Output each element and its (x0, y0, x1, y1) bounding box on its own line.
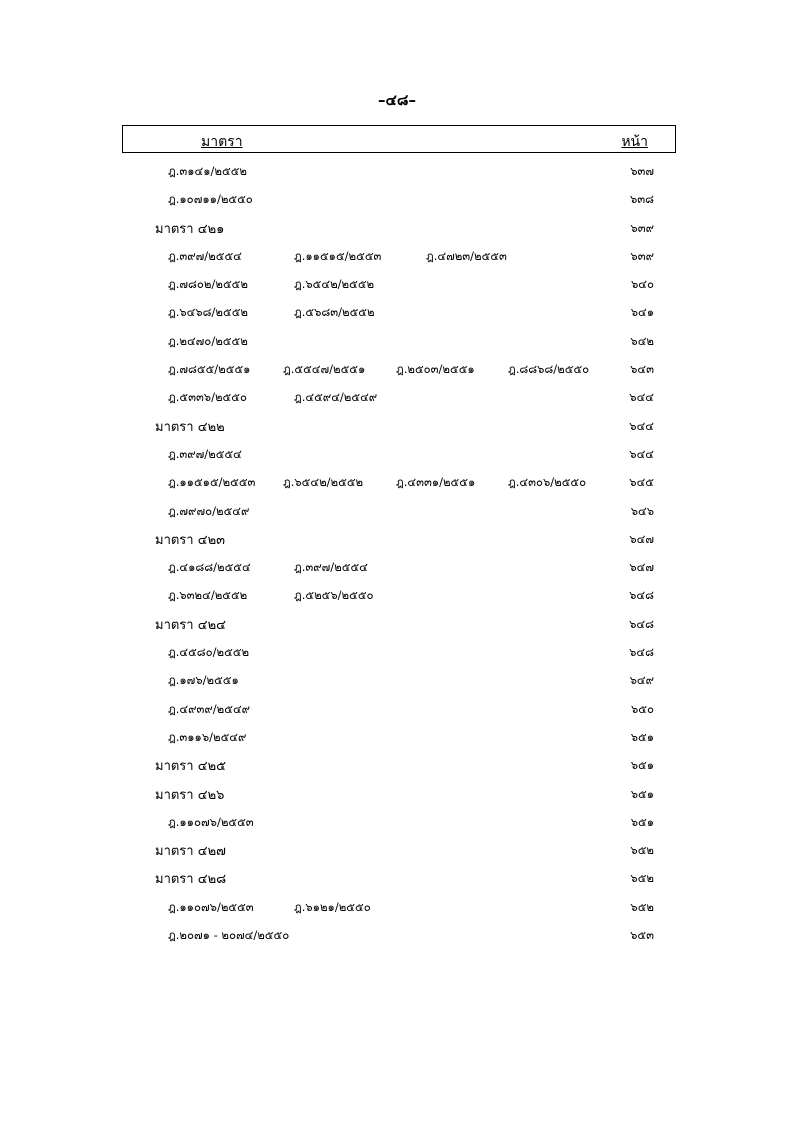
page-ref: ๖๓๘ (629, 192, 654, 207)
citation-row (0, 269, 794, 297)
citation-row (0, 665, 794, 693)
citation-row (0, 297, 794, 325)
case-citation: ฎ.๖๔๖๘/๒๕๕๒ (168, 305, 248, 320)
case-citation: ฎ.๒๕๐๓/๒๕๕๑ (396, 362, 475, 377)
citation-row (0, 580, 794, 608)
citation-row (0, 241, 794, 269)
citation-row (0, 892, 794, 920)
page-ref: ๖๔๒ (630, 333, 654, 348)
citation-row (0, 496, 794, 524)
citation-row (0, 467, 794, 495)
section-title: มาตรา ๔๒๔ (155, 617, 226, 633)
page-ref: ๖๔๔ (629, 418, 654, 433)
citation-row (0, 382, 794, 410)
case-citation: ฎ.๒๔๗๐/๒๕๕๒ (168, 333, 248, 348)
page-ref: ๖๕๒ (630, 899, 654, 914)
case-citation: ฎ.๘๘๖๘/๒๕๕๐ (508, 362, 590, 377)
case-citation: ฎ.๖๓๒๔/๒๕๕๒ (168, 588, 248, 603)
case-citation: ฎ.๒๐๗๑ - ๒๐๗๔/๒๕๕๐ (168, 928, 290, 943)
page-ref: ๖๔๖ (630, 503, 654, 518)
page-ref: ๖๔๕ (629, 475, 654, 490)
case-citation: ฎ.๓๙๗/๒๕๕๔ (168, 446, 242, 461)
citation-row (0, 552, 794, 580)
case-citation: ฎ.๔๕๙๔/๒๕๔๙ (294, 390, 378, 405)
case-citation: ฎ.๓๙๗/๒๕๕๔ (168, 248, 242, 263)
page-ref: ๖๕๒ (630, 843, 654, 858)
case-citation: ฎ.๗๙๗๐/๒๕๔๙ (168, 503, 250, 518)
citation-row (0, 184, 794, 212)
section-heading-row (0, 750, 794, 778)
header-page-label: หน้า (621, 134, 648, 150)
section-heading-row (0, 213, 794, 241)
page-ref: ๖๓๙ (630, 248, 654, 263)
case-citation: ฎ.๔๗๒๓/๒๕๕๓ (426, 248, 507, 263)
page-ref: ๖๔๑ (630, 305, 654, 320)
citation-row (0, 722, 794, 750)
case-citation: ฎ.๑๑๕๑๕/๒๕๕๓ (168, 475, 256, 490)
case-citation: ฎ.๑๑๐๗๖/๒๕๕๓ (168, 899, 254, 914)
case-citation: ฎ.๖๑๒๑/๒๕๕๐ (294, 899, 371, 914)
page-ref: ๖๓๙ (630, 220, 654, 235)
case-citation: ฎ.๖๕๔๒/๒๕๕๒ (294, 277, 375, 292)
index-header (122, 125, 676, 153)
case-citation: ฎ.๑๗๖/๒๕๕๑ (168, 673, 239, 688)
header-section-label: มาตรา (201, 134, 243, 150)
section-title: มาตรา ๔๒๖ (155, 787, 225, 803)
case-citation: ฎ.๑๑๕๑๕/๒๕๕๓ (294, 248, 382, 263)
case-citation: ฎ.๕๓๓๖/๒๕๕๐ (168, 390, 247, 405)
page-ref: ๖๔๘ (629, 588, 654, 603)
citation-row (0, 326, 794, 354)
page-ref: ๖๔๐ (630, 277, 654, 292)
citation-row (0, 807, 794, 835)
citation-row (0, 694, 794, 722)
citation-row (0, 439, 794, 467)
case-citation: ฎ.๓๙๗/๒๕๕๔ (294, 560, 368, 575)
page-ref: ๖๔๘ (629, 645, 654, 660)
page-ref: ๖๔๘ (629, 616, 654, 631)
page-ref: ๖๔๔ (629, 446, 654, 461)
page-ref: ๖๔๗ (629, 531, 654, 546)
case-citation: ฎ.๕๕๔๗/๒๕๕๑ (283, 362, 366, 377)
citation-row (0, 156, 794, 184)
section-title: มาตรา ๔๒๒ (155, 419, 225, 435)
case-citation: ฎ.๓๑๑๖/๒๕๔๙ (168, 729, 247, 744)
case-citation: ฎ.๑๑๐๗๖/๒๕๕๓ (168, 814, 254, 829)
section-heading-row (0, 779, 794, 807)
section-title: มาตรา ๔๒๑ (155, 221, 225, 237)
page-ref: ๖๕๑ (630, 729, 654, 744)
citation-row (0, 920, 794, 948)
page-ref: ๖๕๑ (630, 814, 654, 829)
page-ref: ๖๕๒ (630, 871, 654, 886)
page-number: –๔๘– (378, 91, 416, 109)
case-citation: ฎ.๗๘๐๒/๒๕๕๒ (168, 277, 248, 292)
case-citation: ฎ.๔๙๓๙/๒๕๔๙ (168, 701, 251, 716)
case-citation: ฎ.๖๕๔๒/๒๕๕๒ (283, 475, 364, 490)
citation-row (0, 354, 794, 382)
section-heading-row (0, 835, 794, 863)
page-ref: ๖๕๑ (630, 758, 654, 773)
case-citation: ฎ.๔๓๐๖/๒๕๕๐ (508, 475, 587, 490)
page-ref: ๖๔๔ (629, 390, 654, 405)
case-citation: ฎ.๕๒๕๖/๒๕๕๐ (294, 588, 374, 603)
section-title: มาตรา ๔๒๘ (155, 872, 227, 888)
section-heading-row (0, 609, 794, 637)
case-citation: ฎ.๓๑๔๑/๒๕๕๒ (168, 164, 247, 178)
section-heading-row (0, 863, 794, 891)
section-heading-row (0, 524, 794, 552)
page-ref: ๖๔๙ (629, 673, 654, 688)
case-citation: ฎ.๔๓๓๑/๒๕๕๑ (396, 475, 476, 490)
section-title: มาตรา ๔๒๕ (155, 759, 226, 775)
section-title: มาตรา ๔๒๗ (155, 844, 226, 860)
case-citation: ฎ.๔๑๘๘/๒๕๕๔ (168, 560, 251, 575)
case-citation: ฎ.๗๘๕๕/๒๕๕๑ (168, 362, 251, 377)
index-entries (0, 156, 794, 948)
page-ref: ๖๓๗ (630, 164, 654, 178)
page-ref: ๖๔๗ (629, 560, 654, 575)
case-citation: ฎ.๑๐๗๑๑/๒๕๕๐ (168, 192, 253, 207)
page-ref: ๖๕๐ (630, 701, 654, 716)
page-ref: ๖๕๓ (630, 928, 654, 943)
citation-row (0, 637, 794, 665)
case-citation: ฎ.๕๖๘๓/๒๕๕๒ (294, 305, 375, 320)
case-citation: ฎ.๔๕๘๐/๒๕๕๒ (168, 645, 250, 660)
page-ref: ๖๔๓ (630, 362, 654, 377)
section-heading-row (0, 411, 794, 439)
page-ref: ๖๕๑ (630, 786, 654, 801)
section-title: มาตรา ๔๒๓ (155, 532, 226, 548)
